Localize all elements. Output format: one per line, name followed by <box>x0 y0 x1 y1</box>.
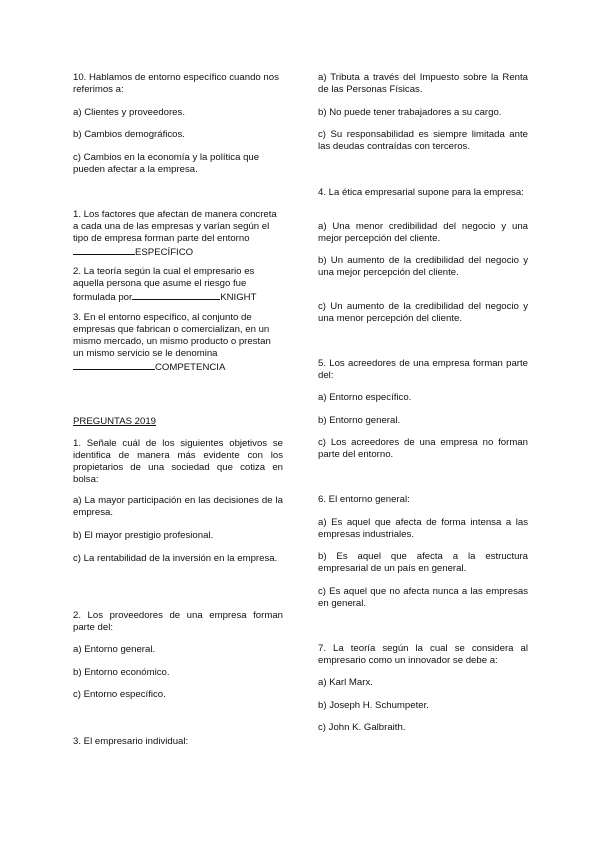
section-title: PREGUNTAS 2019 <box>73 416 156 427</box>
option-6-a: a) Es aquel que afecta de forma intensa a las empresas industriales. <box>318 517 528 540</box>
question-10: 10. Hablamos de entorno específico cuando nos referimos a: <box>73 72 279 95</box>
option-5-a: a) Entorno específico. <box>318 392 412 403</box>
option-10-a: a) Clientes y proveedores. <box>73 107 185 118</box>
option-2-a: a) Entorno general. <box>73 644 156 655</box>
option-3-a: a) Tributa a través del Impuesto sobre la Renta de las Personas Físicas. <box>318 72 528 95</box>
option-7-b: b) Joseph H. Schumpeter. <box>318 700 429 711</box>
option-3-c: c) Su responsabilidad es siempre limitada ante las deudas contraídas con terceros. <box>318 129 528 152</box>
option-4-b: b) Un aumento de la credibilidad del negocio y una mejor percepción del cliente. <box>318 255 528 278</box>
question-7: 7. La teoría según la cual se considera al empresario como un innovador se debe a: <box>318 643 528 666</box>
answer-blank <box>73 245 135 255</box>
fill-question-2 <box>73 266 283 304</box>
fill-2-answer: KNIGHT <box>220 292 257 303</box>
question-4: 4. La ética empresarial supone para la empresa: <box>318 187 524 198</box>
option-1-a: a) La mayor participación en las decisiones de la empresa. <box>73 495 283 518</box>
option-5-b: b) Entorno general. <box>318 415 401 426</box>
fill-question-3 <box>73 312 283 374</box>
option-7-a: a) Karl Marx. <box>318 677 373 688</box>
question-1: 1. Señale cuál de los siguientes objetivos se identifica de manera más evidente con los propietarios de una sociedad que cotiza en bolsa: <box>73 438 283 485</box>
option-4-c: c) Un aumento de la credibilidad del negocio y una menor percepción del cliente. <box>318 301 528 324</box>
fill-3-text: 3. En el entorno específico, al conjunto de empresas que fabrican o comercializan, en un mismo mercado, un mismo producto o prestan un mismo servicio se le denomina <box>73 312 271 359</box>
option-1-c: c) La rentabilidad de la inversión en la empresa. <box>73 553 278 564</box>
option-1-b: b) El mayor prestigio profesional. <box>73 530 214 541</box>
answer-blank <box>132 290 220 300</box>
question-2: 2. Los proveedores de una empresa forman parte del: <box>73 610 283 633</box>
question-3: 3. El empresario individual: <box>73 736 189 747</box>
option-4-a: a) Una menor credibilidad del negocio y una mejor percepción del cliente. <box>318 221 528 244</box>
option-10-b: b) Cambios demográficos. <box>73 129 185 140</box>
option-6-b: b) Es aquel que afecta a la estructura empresarial de un país en general. <box>318 551 528 574</box>
option-6-c: c) Es aquel que no afecta nunca a las empresas en general. <box>318 586 528 609</box>
question-6: 6. El entorno general: <box>318 494 410 505</box>
option-3-b: b) No puede tener trabajadores a su cargo. <box>318 107 502 118</box>
fill-1-answer: ESPECÍFICO <box>135 247 194 258</box>
option-2-b: b) Entorno económico. <box>73 667 170 678</box>
option-10-c: c) Cambios en la economía y la política que pueden afectar a la empresa. <box>73 152 260 175</box>
question-5: 5. Los acreedores de una empresa forman parte del: <box>318 358 528 381</box>
fill-1-text: 1. Los factores que afectan de manera concreta a cada una de las empresas y varían según el tipo de empresa forman parte del entorno <box>73 209 277 244</box>
option-7-c: c) John K. Galbraith. <box>318 722 406 733</box>
fill-3-answer: COMPETENCIA <box>155 362 226 373</box>
answer-blank <box>73 360 155 370</box>
option-5-c: c) Los acreedores de una empresa no forman parte del entorno. <box>318 437 528 460</box>
fill-2-text: 2. La teoría según la cual el empresario es aquella persona que asume el riesgo fue formulada por <box>73 266 255 303</box>
option-2-c: c) Entorno específico. <box>73 689 166 700</box>
fill-question-1 <box>73 209 283 259</box>
